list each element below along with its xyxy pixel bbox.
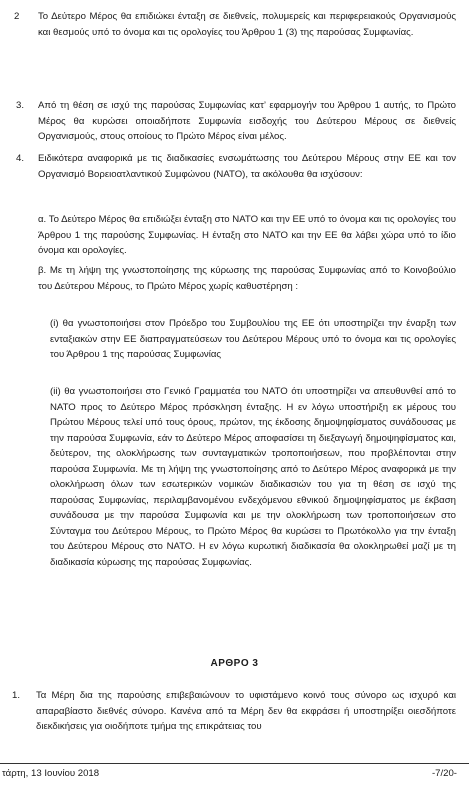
subparagraph-i: (i) θα γνωστοποιήσει στον Πρόεδρο του Συμβουλίου της ΕΕ ότι υποστηρίζει την έναρξη των ενταξιακών στην ΕΕ διαπραγματεύσεων του Δεύτερου Μέρους υπό το όνομα και τις ορολογίες του Άρθρου 1 της παρούσας Συμφωνίας <box>50 318 456 360</box>
subparagraph-ii: (ii) θα γνωστοποιήσει στο Γενικό Γραμματέα του ΝΑΤΟ ότι υποστηρίζει να απευθυνθεί από το ΝΑΤΟ προς το Δεύτερο Μέρος πρόσκληση ένταξης. Η εν λόγω υποστήριξη εκ μέρους του Πρώτου Μέρους τελεί υπό τους όρους, πρώτον, της έκδοσης δημοψηφίσματος συνάδουσας με την παρούσα Συμφωνία, εάν το Δεύτερο Μέρος αποφασίσει τη διεξαγωγή δημοψηφίσματος και, δεύτερον, της ολοκλήρωσης των συνταγματικών τροποποιήσεων, που προβλέπονται στην παρούσα Συμφωνία. Με τη λήψη της γνωστοποίησης από το Δεύτερο Μέρος αναφορικά με την ολοκλήρωση όλων των εσωτερικών νομικών διαδικασιών του για τη θέση σε ισχύ της παρούσας Συμφωνίας, περιλαμβανομένου ενδεχόμενου εθνικού δημοψηφίσματος με έκβαση συνάδουσα με την παρούσα Συμφωνία και με την ολοκλήρωση των τροποποιήσεων στο Σύνταγμα του Δεύτερου Μέρους, το Πρώτο Μέρος θα κυρώσει το Πρωτόκολλο για την ένταξη του Δεύτερου Μέρους στο ΝΑΤΟ. Η εν λόγω κυρωτική διαδικασία θα ολοκληρωθεί μαζί με τη διαδικασία κύρωσης της παρούσας Συμφωνίας. <box>50 386 456 568</box>
item-paragraph: Ειδικότερα αναφορικά με τις διαδικασίες ενσωμάτωσης του Δεύτερου Μέρους στην ΕΕ και τον Οργανισμό Βορειοατλαντικού Συμφώνου (ΝΑΤΟ), τα ακόλουθα θα ισχύσουν: <box>38 153 456 180</box>
item-number: 2 <box>14 11 20 22</box>
item-number: 1. <box>12 690 21 701</box>
item-paragraph: Το Δεύτερο Μέρος θα επιδιώκει ένταξη σε διεθνείς, πολυμερείς και περιφερειακούς Οργανισμούς και θεσμούς υπό το όνομα και τις ορολογίες του Άρθρου 1 (3) της παρούσας Συμφωνίας. <box>38 11 456 38</box>
item-paragraph: Τα Μέρη δια της παρούσης επιβεβαιώνουν το υφιστάμενο κοινό τους σύνορο ως ισχυρό και απαραβίαστο διεθνές σύνορο. Κανένα από τα Μέρη δεν θα εκφράσει ή υποστηρίξει οιεσδήποτε διεκδικήσεις για οιοδήποτε τμήμα της επικράτειας του <box>36 690 456 732</box>
article-heading: ΑΡΘΡΟ 3 <box>210 658 259 669</box>
footer-divider <box>0 763 469 764</box>
footer-date: τάρτη, 13 Ιουνίου 2018 <box>2 768 100 779</box>
item-paragraph: Από τη θέση σε ισχύ της παρούσας Συμφωνίας κατ’ εφαρμογήν του Άρθρου 1 αυτής, το Πρώτο Μέρος θα κυρώσει οποιαδήποτε Συμφωνία εισδοχής του Δεύτερου Μέρους σε διεθνείς Οργανισμούς, στους οποίους το Πρώτο Μέρος είναι μέλος. <box>38 100 456 142</box>
item-number: 3. <box>16 100 25 111</box>
subparagraph-a: α. Το Δεύτερο Μέρος θα επιδιώξει ένταξη στο ΝΑΤΟ και την ΕΕ υπό το όνομα και τις ορολογίες του Άρθρου 1 της παρούσης Συμφωνίας. Η ένταξη στο ΝΑΤΟ και την ΕΕ θα λάβει χώρα υπό το ίδιο όνομα και ορολογίες. <box>38 214 456 256</box>
page-number: -7/20- <box>431 768 457 779</box>
subparagraph-b: β. Με τη λήψη της γνωστοποίησης της κύρωσης της παρούσας Συμφωνίας από το Κοινοβούλιο του Δεύτερου Μέρους, το Πρώτο Μέρος χωρίς καθυστέρηση : <box>38 265 456 292</box>
item-number: 4. <box>16 153 25 164</box>
